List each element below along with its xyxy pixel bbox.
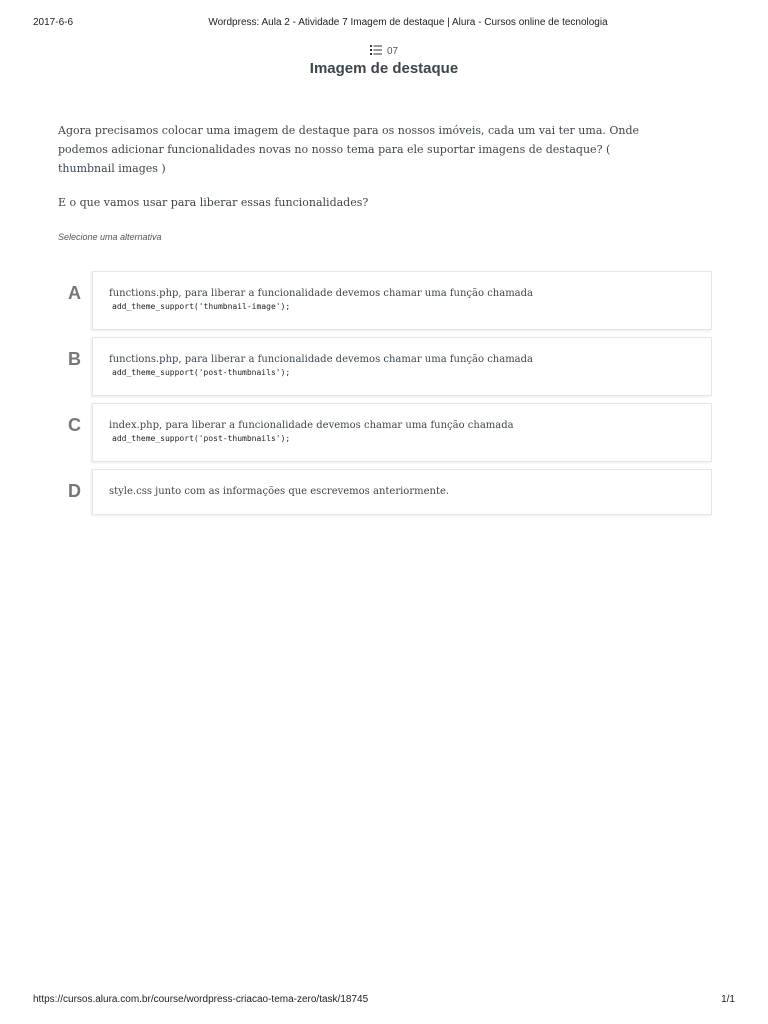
alternative-b[interactable] <box>58 337 712 396</box>
alternative-text: style.css junto com as informações que escrevemos anteriormente. <box>109 486 450 497</box>
alternative-code: add_theme_support('thumbnail-image'); <box>112 302 291 311</box>
alternative-text: functions.php, para liberar a funcionalidade devemos chamar uma função chamada <box>109 354 533 365</box>
alternative-c[interactable] <box>58 403 712 462</box>
alternatives-list <box>58 271 712 522</box>
alternative-box[interactable] <box>92 271 712 330</box>
task-number-label: 07 <box>386 46 399 57</box>
task-number <box>0 45 768 57</box>
question-paragraph-1: Agora precisamos colocar uma imagem de destaque para os nossos imóveis, cada um vai ter uma. Onde podemos adicionar funcionalidades novas no nosso tema para ele suportar imagens de destaque? ( thumbnail images ) <box>58 124 640 175</box>
print-date: 2017-6-6 <box>33 17 74 28</box>
alternative-a[interactable] <box>58 271 712 330</box>
alternative-letter: C <box>68 415 81 435</box>
alternative-d[interactable] <box>58 469 712 515</box>
alternative-text: index.php, para liberar a funcionalidade devemos chamar uma função chamada <box>109 420 514 431</box>
alternative-letter: A <box>68 283 81 303</box>
print-page-number: 1/1 <box>721 994 735 1005</box>
page-title: Imagem de destaque <box>309 60 459 77</box>
question-text <box>58 121 648 212</box>
alternative-code: add_theme_support('post-thumbnails'); <box>112 434 291 443</box>
alternative-box[interactable] <box>92 469 712 515</box>
select-hint: Selecione uma alternativa <box>58 232 162 242</box>
alternative-box[interactable] <box>92 403 712 462</box>
question-paragraph-2: E o que vamos usar para liberar essas funcionalidades? <box>58 196 369 209</box>
print-header <box>0 17 768 31</box>
print-url: https://cursos.alura.com.br/course/wordpress-criacao-tema-zero/task/18745 <box>33 994 369 1005</box>
alternative-box[interactable] <box>92 337 712 396</box>
alternative-text: functions.php, para liberar a funcionalidade devemos chamar uma função chamada <box>109 288 533 299</box>
alternative-letter: B <box>68 349 81 369</box>
list-icon <box>370 45 382 55</box>
alternative-code: add_theme_support('post-thumbnails'); <box>112 368 291 377</box>
alternative-letter: D <box>68 481 81 501</box>
print-page-title: Wordpress: Aula 2 - Atividade 7 Imagem de destaque | Alura - Cursos online de tecnologia <box>208 17 608 28</box>
